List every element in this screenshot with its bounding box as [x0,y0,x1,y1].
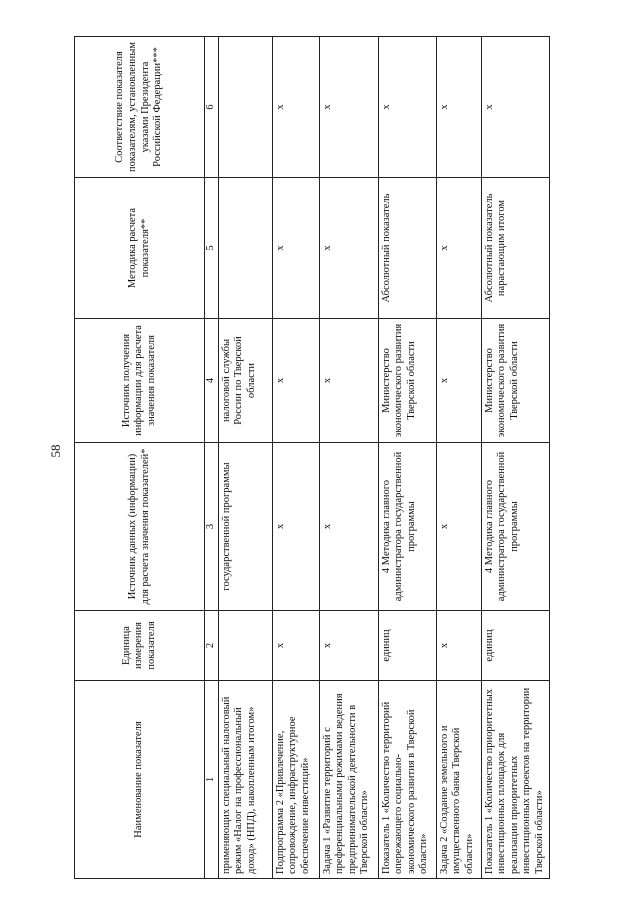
cell-compliance [218,37,272,178]
cell-unit: единиц [378,611,436,681]
cell-name: Задача 1 «Развитие территорий с преференциальными режимами ведения предпринимательской деятельности в Тверской области» [319,681,378,879]
cell-data-source: 4 Методика главного администратора государственной программы [378,443,436,611]
cell-data-source: 4 Методика главного администратора государственной программы [481,443,549,611]
table-row [436,37,481,879]
cell-method: Абсолютный показатель [378,178,436,319]
column-number: 4 [205,319,219,443]
cell-name: Подпрограмма 2 «Привлечение, сопровождение, инфраструктурное обеспечение инвестиций» [272,681,319,879]
cell-data-source: x [436,443,481,611]
table-row [272,37,319,879]
cell-info-source: налоговой службы России по Тверской области [218,319,272,443]
cell-compliance: x [436,37,481,178]
cell-method [218,178,272,319]
cell-name: Показатель 1 «Количество территорий опережающего социально-экономического развития в Тверской области» [378,681,436,879]
cell-method: Абсолютный показатель нарастающим итогом [481,178,549,319]
header-data-source: Источник данных (информации) для расчета значения показателей* [75,443,205,611]
cell-unit: x [436,611,481,681]
cell-info-source: x [319,319,378,443]
cell-method: x [319,178,378,319]
table-row [378,37,436,879]
cell-compliance: x [272,37,319,178]
cell-info-source: x [436,319,481,443]
cell-compliance: x [378,37,436,178]
table-row [218,37,272,879]
cell-method: x [272,178,319,319]
cell-unit: x [319,611,378,681]
indicator-table [74,36,550,879]
cell-info-source: Министерство экономического развития Тверской области [481,319,549,443]
cell-compliance: x [319,37,378,178]
column-number: 2 [205,611,219,681]
table-row [319,37,378,879]
cell-info-source: Министерство экономического развития Тверской области [378,319,436,443]
cell-data-source: государственной программы [218,443,272,611]
table-row [481,37,549,879]
header-name: Наименование показателя [75,681,205,879]
cell-data-source: x [272,443,319,611]
header-info-source: Источник получения информации для расчета значения показателя [75,319,205,443]
cell-unit: x [272,611,319,681]
column-number: 5 [205,178,219,319]
cell-compliance: x [481,37,549,178]
header-row [75,37,205,879]
column-number: 1 [205,681,219,879]
page-number: 58 [48,444,63,458]
column-number-row [205,37,219,879]
cell-method: x [436,178,481,319]
cell-unit [218,611,272,681]
column-number: 6 [205,37,219,178]
cell-name: применяющих специальный налоговый режим «Налог на профессиональный доход» (НПД), накопленным итогом» [218,681,272,879]
cell-name: Задача 2 «Создание земельного и имущественного банка Тверской области» [436,681,481,879]
header-compliance: Соответствие показателя показателям, установленным указами Президента Российской Федерации*** [75,37,205,178]
cell-data-source: x [319,443,378,611]
column-number: 3 [205,443,219,611]
cell-info-source: x [272,319,319,443]
cell-name: Показатель 1 «Количество приоритетных инвестиционных площадок для реализации приоритетных инвестиционных проектов на территории Тверской области» [481,681,549,879]
header-method: Методика расчета показателя** [75,178,205,319]
header-unit: Единица измерения показателя [75,611,205,681]
table-container [74,37,545,879]
cell-unit: единиц [481,611,549,681]
